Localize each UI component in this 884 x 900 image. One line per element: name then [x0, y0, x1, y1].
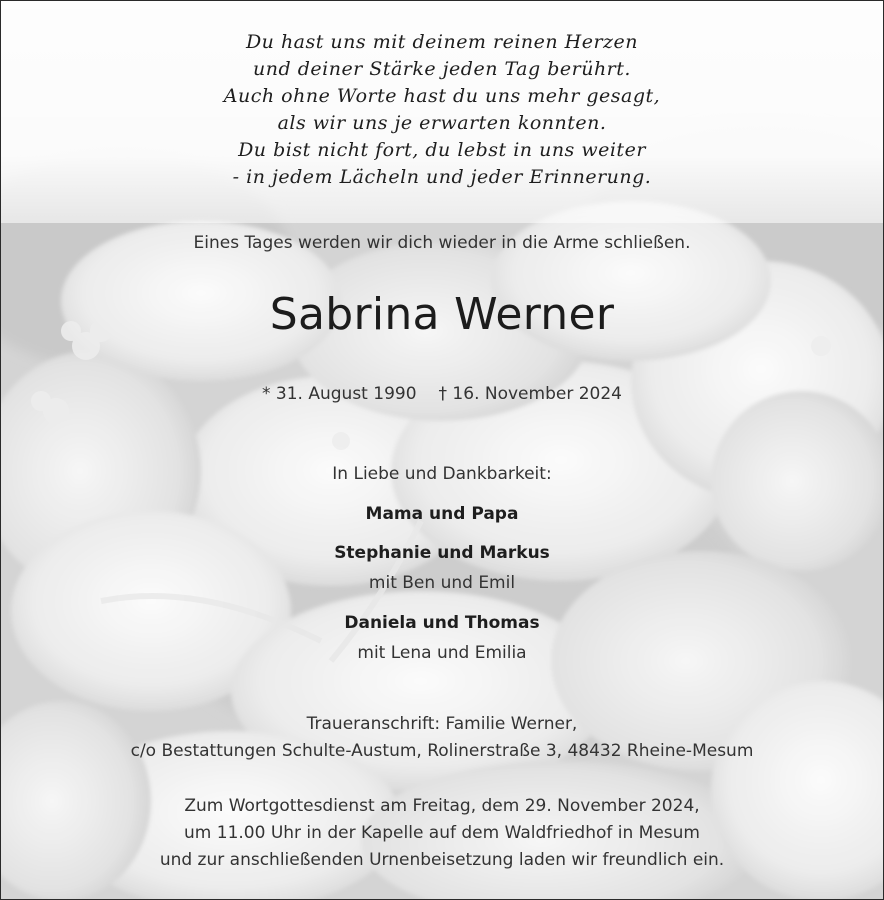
mourning-address-line: Traueranschrift: Familie Werner,	[306, 714, 578, 734]
memorial-quote: Eines Tages werden wir dich wieder in die Arme schließen.	[193, 233, 691, 253]
mourner-group-name: Mama und Papa	[365, 504, 519, 524]
deceased-name: Sabrina Werner	[269, 289, 615, 340]
poem-line: Du hast uns mit deinem reinen Herzen	[245, 31, 639, 53]
mourner-group-name: Daniela und Thomas	[344, 613, 540, 633]
death-date: † 16. November 2024	[438, 384, 622, 404]
poem	[1, 29, 883, 191]
obituary-content	[1, 1, 883, 899]
mourner-group-children: mit Lena und Emilia	[357, 643, 527, 663]
mourners-intro: In Liebe und Dankbarkeit:	[332, 464, 552, 484]
poem-line: Du bist nicht fort, du lebst in uns weiter	[238, 139, 646, 161]
life-dates	[1, 384, 883, 404]
service-info-line: und zur anschließenden Urnenbeisetzung laden wir freundlich ein.	[159, 850, 725, 870]
poem-line: als wir uns je erwarten konnten.	[277, 112, 607, 134]
mourner-group-name: Stephanie und Markus	[334, 543, 550, 563]
mourner-group-children: mit Ben und Emil	[368, 573, 516, 593]
poem-line: - in jedem Lächeln und jeder Erinnerung.	[232, 166, 652, 188]
poem-line: Auch ohne Worte hast du uns mehr gesagt,	[223, 85, 661, 107]
mourning-address-line: c/o Bestattungen Schulte-Austum, Rolinerstraße 3, 48432 Rheine-Mesum	[130, 741, 754, 761]
birth-date: * 31. August 1990	[262, 384, 417, 404]
poem-line: und deiner Stärke jeden Tag berührt.	[253, 58, 631, 80]
service-info-line: um 11.00 Uhr in der Kapelle auf dem Waldfriedhof in Mesum	[184, 823, 700, 843]
service-info-line: Zum Wortgottesdienst am Freitag, dem 29. November 2024,	[184, 796, 700, 816]
